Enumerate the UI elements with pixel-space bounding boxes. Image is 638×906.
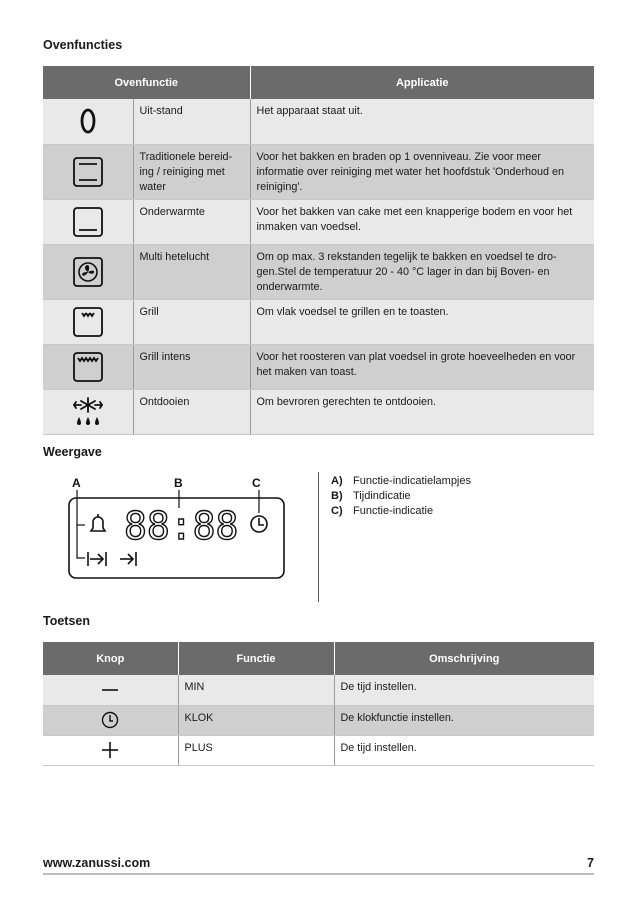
clock-icon xyxy=(251,516,267,532)
display-title: Weergave xyxy=(43,445,102,459)
header-omschrijving: Omschrijving xyxy=(334,642,594,675)
function-name: Multi hetelucht xyxy=(133,244,250,299)
header-ovenfunctie: Ovenfunctie xyxy=(43,66,250,99)
display-diagram xyxy=(60,473,300,585)
keys-table xyxy=(43,642,594,766)
table-row xyxy=(43,299,594,344)
key-description: De tijd instellen. xyxy=(334,735,594,765)
bottom-heat-icon xyxy=(72,206,104,238)
fan-heat-icon xyxy=(72,256,104,288)
header-functie: Functie xyxy=(178,642,334,675)
footer-divider xyxy=(43,873,594,875)
start-time-icon xyxy=(88,552,106,566)
minus-icon xyxy=(100,682,120,698)
table-row xyxy=(43,199,594,244)
table-row xyxy=(43,144,594,199)
function-description: Voor het bakken van cake met een knapperige bodem en voor het inmaken van voedsel. xyxy=(250,199,594,244)
function-name: Grill xyxy=(133,299,250,344)
table-row xyxy=(43,675,594,705)
defrost-icon xyxy=(70,396,106,428)
page-number: 7 xyxy=(587,856,594,870)
header-knop: Knop xyxy=(43,642,178,675)
zero-symbol-icon xyxy=(78,107,98,135)
function-description: Het apparaat staat uit. xyxy=(250,99,594,144)
clock-icon xyxy=(100,710,120,730)
function-description: Voor het bakken en braden op 1 ovenniveau. Zie voor meer informatie over reiniging met water het hoofdstuk 'Onderhoud en reiniging'. xyxy=(250,144,594,199)
function-name: Traditionele bereid-ing / reiniging met water xyxy=(133,144,250,199)
legend-item: A) Functie-indicatielampjes xyxy=(331,475,471,487)
end-time-icon xyxy=(120,552,136,566)
key-function: PLUS xyxy=(178,735,334,765)
function-description: Voor het roosteren van plat voedsel in grote hoeveelheden en voor het maken van toast. xyxy=(250,344,594,389)
table-row xyxy=(43,99,594,144)
header-applicatie: Applicatie xyxy=(250,66,594,99)
label-c: C xyxy=(252,476,261,490)
key-description: De tijd instellen. xyxy=(334,675,594,705)
function-description: Om op max. 3 rekstanden tegelijk te bakken en voedsel te dro-gen.Stel de temperatuur 20 - 40 °C lager in dan bij Boven- en onderwarmte. xyxy=(250,244,594,299)
function-name: Onderwarmte xyxy=(133,199,250,244)
table-row xyxy=(43,344,594,389)
plus-icon xyxy=(100,740,120,760)
table-row xyxy=(43,244,594,299)
label-a: A xyxy=(72,476,81,490)
function-name: Grill intens xyxy=(133,344,250,389)
grill-intense-icon xyxy=(72,351,104,383)
divider xyxy=(318,472,319,602)
function-description: Om vlak voedsel te grillen en te toasten. xyxy=(250,299,594,344)
legend-item: B) Tijdindicatie xyxy=(331,490,411,502)
top-bottom-heat-icon xyxy=(72,156,104,188)
function-name: Uit-stand xyxy=(133,99,250,144)
table-row xyxy=(43,705,594,735)
key-function: MIN xyxy=(178,675,334,705)
key-description: De klokfunctie instellen. xyxy=(334,705,594,735)
function-name: Ontdooien xyxy=(133,389,250,434)
function-description: Om bevroren gerechten te ontdooien. xyxy=(250,389,594,434)
bell-icon xyxy=(91,514,105,531)
time-digits: 88:88 xyxy=(124,504,239,548)
oven-functions-table xyxy=(43,66,594,435)
oven-functions-title: Ovenfuncties xyxy=(43,38,123,52)
key-function: KLOK xyxy=(178,705,334,735)
table-row xyxy=(43,389,594,434)
footer-url: www.zanussi.com xyxy=(43,856,151,870)
legend-item: C) Functie-indicatie xyxy=(331,505,434,517)
keys-title: Toetsen xyxy=(43,614,90,628)
label-b: B xyxy=(174,476,183,490)
display-legend xyxy=(331,474,471,519)
table-row xyxy=(43,735,594,765)
grill-icon xyxy=(72,306,104,338)
